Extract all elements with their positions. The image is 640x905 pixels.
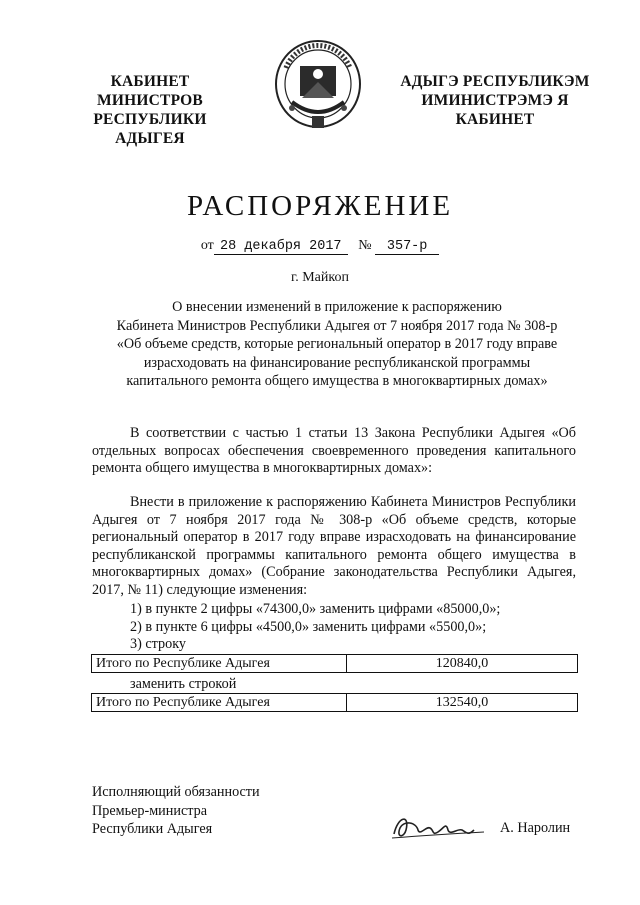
header-left (60, 72, 240, 148)
subject-line: О внесении изменений в приложение к распоряжению (172, 299, 502, 315)
old-total-value: 120840,0 (347, 655, 578, 673)
order-from-prefix: от (200, 238, 214, 253)
header-right (380, 72, 610, 129)
signatory-title (92, 783, 260, 839)
subject (92, 298, 582, 391)
city: г. Майкоп (291, 270, 349, 285)
subject-line: «Об объеме средств, которые региональный оператор в 2017 году вправе (116, 336, 558, 352)
subject-line: капитального ремонта общего имущества в многоквартирных домах» (126, 373, 548, 389)
header-left-line1: КАБИНЕТ МИНИСТРОВ (97, 73, 203, 109)
order-number-sign: № (358, 238, 372, 253)
table-row (92, 694, 578, 712)
signatory-line1: Исполняющий обязанности (92, 784, 260, 800)
signatory-line3: Республики Адыгея (92, 821, 213, 837)
new-total-value: 132540,0 (347, 694, 578, 712)
header-right-line2: ИМИНИСТРЭМЭ Я КАБИНЕТ (421, 92, 569, 128)
new-total-label: Итого по Республике Адыгея (92, 694, 347, 712)
adygea-coat-of-arms-icon (272, 38, 364, 134)
order-date: 28 декабря 2017 (214, 240, 348, 255)
subject-line: израсходовать на финансирование республиканской программы (143, 354, 531, 371)
body-paragraph: Внести в приложение к распоряжению Кабинета Министров Республики Адыгея от 7 ноября 2017 года № 308-р «Об объеме средств, которые региональный оператор в 2017 году вправе израсходовать на финансирование республиканской программы капитального ремонта общего имущества в многоквартирных домах» (Собрание законодательства Республики Адыгея, 2017, № 11) следующие изменения: (92, 494, 576, 598)
change-item-1: 1) в пункте 2 цифры «74300,0» заменить цифрами «85000,0»; (130, 601, 501, 617)
document-title: РАСПОРЯЖЕНИЕ (186, 190, 454, 222)
signatory-name: А. Наролин (500, 820, 571, 836)
header-right-line1: АДЫГЭ РЕСПУБЛИКЭМ (400, 73, 590, 90)
old-total-label: Итого по Республике Адыгея (92, 655, 347, 673)
subject-line: Кабинета Министров Республики Адыгея от 7 ноября 2017 года № 308-р (116, 317, 558, 334)
new-total-table (91, 693, 578, 712)
order-number: 357-р (375, 240, 439, 255)
table-row (92, 655, 578, 673)
header-left-line2: РЕСПУБЛИКИ АДЫГЕЯ (93, 111, 207, 147)
change-item-3: 3) строку (130, 636, 187, 652)
replace-text: заменить строкой (130, 676, 237, 692)
change-item-2: 2) в пункте 6 цифры «4500,0» заменить цифрами «5500,0»; (130, 619, 487, 635)
handwritten-signature (388, 808, 498, 844)
old-total-table (91, 654, 578, 673)
signatory-line2: Премьер-министра (92, 802, 208, 819)
order-date-line (0, 238, 640, 255)
preamble-paragraph: В соответствии с частью 1 статьи 13 Закона Республики Адыгея «Об отдельных вопросах обеспечения своевременного проведения капитального ремонта общего имущества в многоквартирных домах»: (92, 425, 576, 476)
